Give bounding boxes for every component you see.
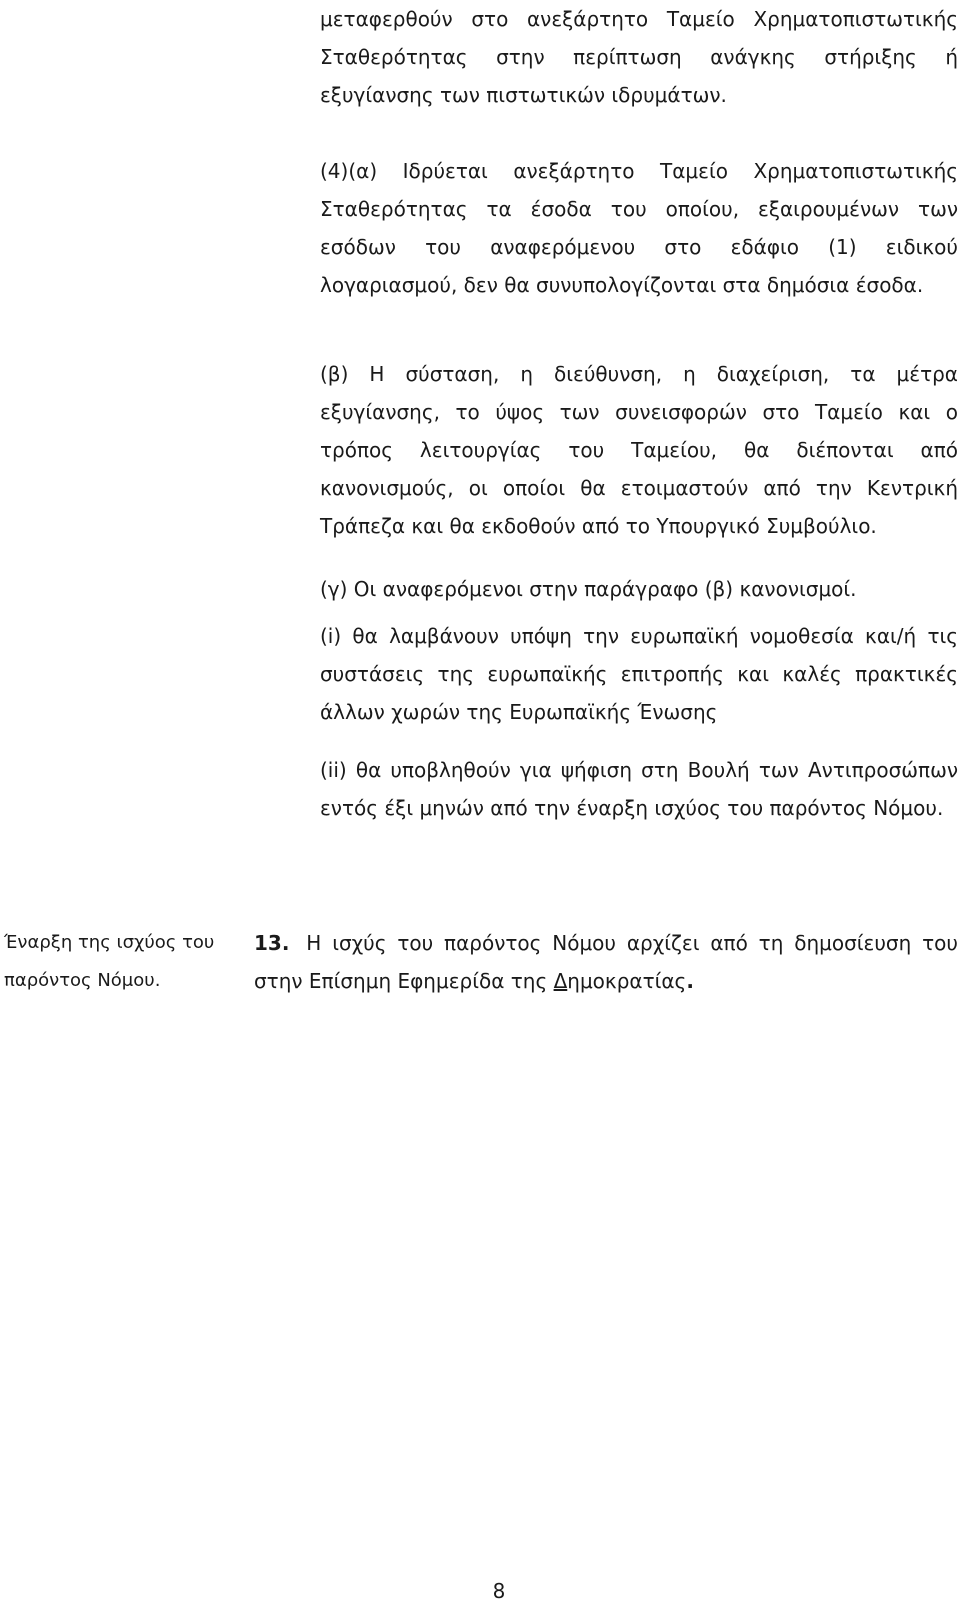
article-text-underlined: Δ <box>553 969 568 993</box>
page-number: 8 <box>492 1579 506 1603</box>
paragraph-text: (ii) θα υποβληθούν για ψήφιση στη Βουλή των Αντιπροσώπων εντός έξι μηνών από την έναρξη ισχύος του παρόντος Νόμου. <box>320 758 958 820</box>
paragraph-4c <box>320 570 958 608</box>
paragraph-text: (i) θα λαμβάνουν υπόψη την ευρωπαϊκή νομοθεσία και/ή τις συστάσεις της ευρωπαϊκής επιτροπής και καλές πρακτικές άλλων χωρών της Ευρωπαϊκής Ένωσης <box>320 624 958 724</box>
paragraph-4c-ii <box>320 751 958 827</box>
paragraph-4b <box>320 355 958 545</box>
article-period: . <box>686 969 694 993</box>
article-number: 13. <box>254 931 290 955</box>
article-text: Η ισχύς του παρόντος Νόμου αρχίζει από τη δημοσίευση του στην Επίσημη Εφημερίδα της <box>254 931 958 993</box>
paragraph-text: μεταφερθούν στο ανεξάρτητο Ταμείο Χρηματοπιστωτικής Σταθερότητας στην περίπτωση ανάγκης στήριξης ή εξυγίανσης των πιστωτικών ιδρυμάτων. <box>320 7 958 107</box>
paragraph-continuation <box>320 0 958 114</box>
paragraph-text: (β) Η σύσταση, η διεύθυνση, η διαχείριση, τα μέτρα εξυγίανσης, το ύψος των συνεισφορών στο Ταμείο και ο τρόπος λειτουργίας του Ταμείου, θα διέπονται από κανονισμούς, οι οποίοι θα ετοιμαστούν από την Κεντρική Τράπεζα και θα εκδοθούν από το Υπουργικό Συμβούλιο. <box>320 362 958 538</box>
paragraph-4c-i <box>320 617 958 731</box>
article-text-end: ημοκρατίας <box>567 969 687 993</box>
paragraph-text: (4)(α) Ιδρύεται ανεξάρτητο Ταμείο Χρηματοπιστωτικής Σταθερότητας τα έσοδα του οποίου, εξαιρουμένων των εσόδων του αναφερόμενου στο εδάφιο (1) ειδικού λογαριασμού, δεν θα συνυπολογίζονται στα δημόσια έσοδα. <box>320 159 958 297</box>
margin-note: Έναρξη της ισχύος του παρόντος Νόμου. <box>4 932 215 991</box>
paragraph-4a <box>320 152 958 304</box>
article-13 <box>254 924 958 1000</box>
paragraph-text: (γ) Οι αναφερόμενοι στην παράγραφο (β) κανονισμοί. <box>320 577 857 601</box>
